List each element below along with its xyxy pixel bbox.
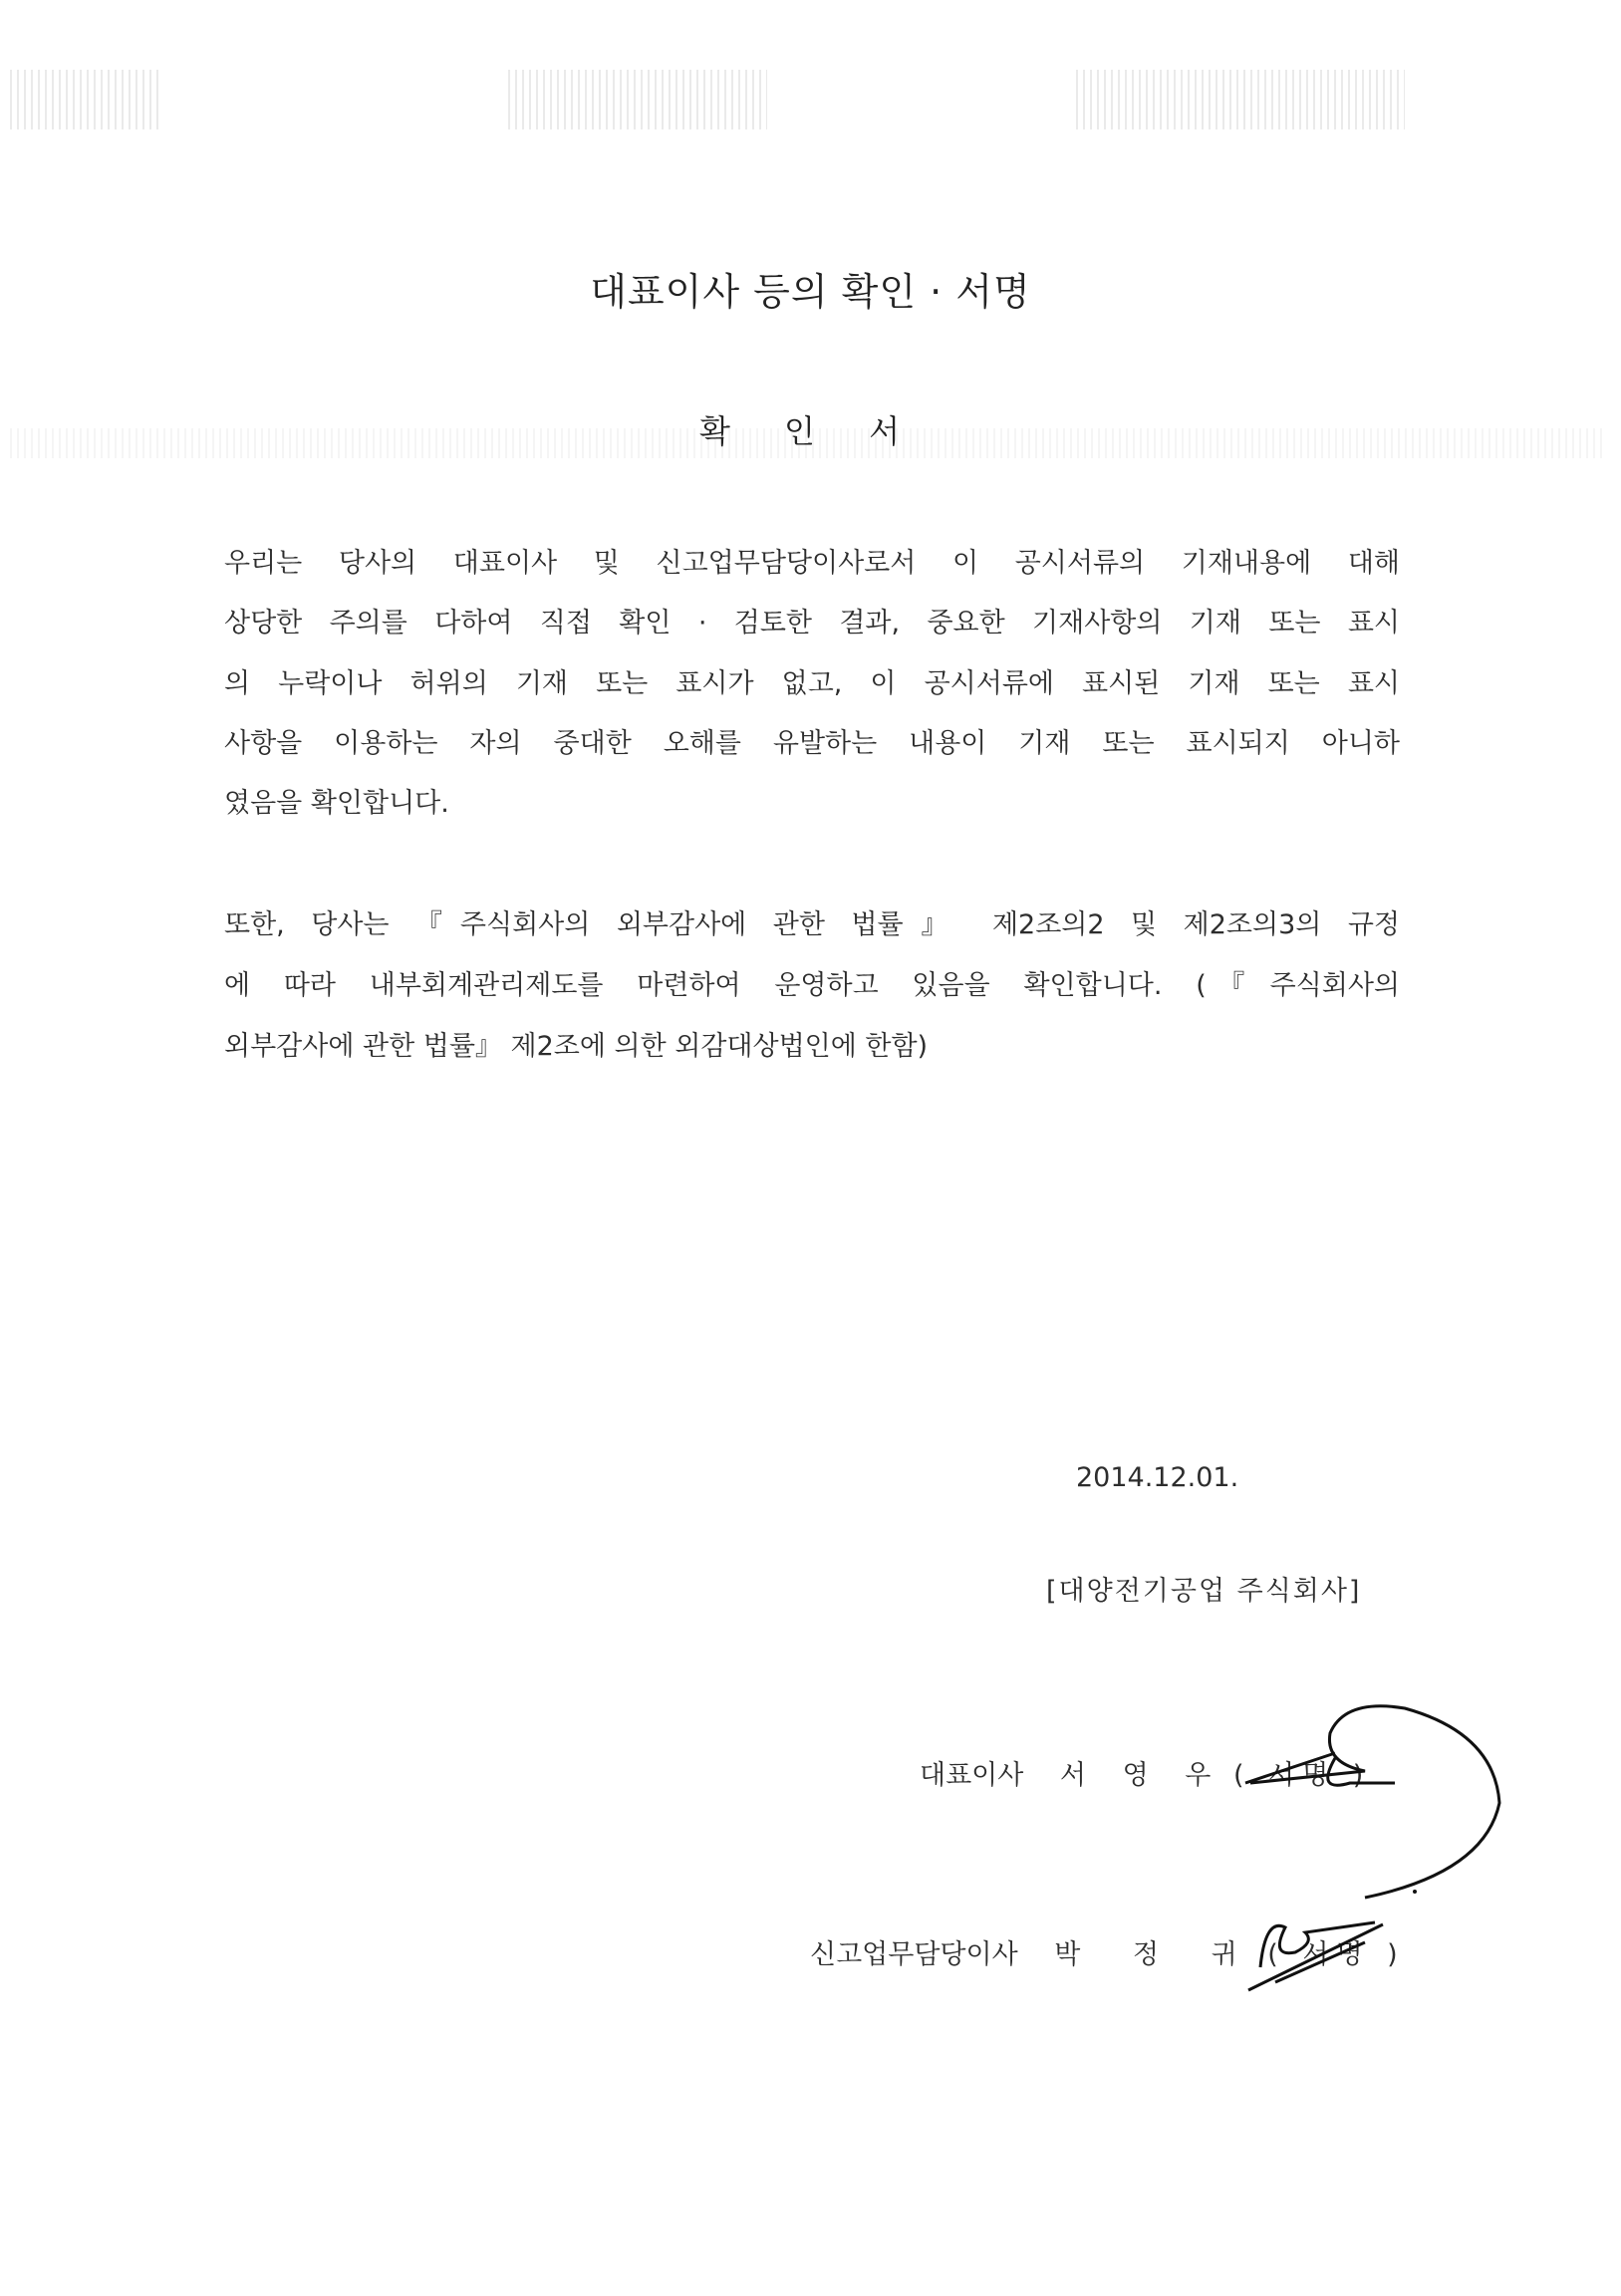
document-subtitle: 확 인 서 bbox=[698, 412, 923, 450]
sign-label: ( 서명 ) bbox=[1232, 1760, 1372, 1791]
sign-label: ( 서명 ) bbox=[1267, 1939, 1406, 1970]
scan-artifact bbox=[508, 70, 767, 129]
page-title: 대표이사 등의 확인 · 서명 bbox=[590, 270, 1031, 314]
signer-role: 신고업무담당이사 bbox=[810, 1939, 1018, 1970]
signer-role: 대표이사 bbox=[920, 1760, 1024, 1791]
paragraph-line: 외부감사에 관한 법률』 제2조에 의한 외감대상법인에 한함) bbox=[224, 1031, 929, 1062]
paragraph-line: 상당한 주의를 다하여 직접 확인 · 검토한 결과, 중요한 기재사항의 기재 또는 표시 bbox=[224, 608, 1400, 638]
paragraph-line: 에 따라 내부회계관리제도를 마련하여 운영하고 있음을 확인합니다. (『주식회사의 bbox=[224, 970, 1400, 1001]
paragraph-line: 의 누락이나 허위의 기재 또는 표시가 없고, 이 공시서류에 표시된 기재 또는 표시 bbox=[224, 668, 1400, 699]
company-name: [대양전기공업 주식회사] bbox=[1046, 1576, 1362, 1607]
paragraph-line: 우리는 당사의 대표이사 및 신고업무담당이사로서 이 공시서류의 기재내용에 대해 bbox=[224, 548, 1400, 579]
signer-disclosure-officer bbox=[810, 1932, 1406, 1971]
signer-name: 서 영 우 bbox=[1059, 1760, 1225, 1791]
paragraph-line: 였음을 확인합니다. bbox=[224, 788, 449, 819]
scan-artifact bbox=[10, 70, 159, 129]
document-date: 2014.12.01. bbox=[1076, 1462, 1239, 1493]
paragraph-line: 또한, 당사는 『주식회사의 외부감사에 관한 법률』 제2조의2 및 제2조의3의 규정 bbox=[224, 909, 1400, 940]
signer-ceo bbox=[920, 1753, 1371, 1792]
signer-name: 박 정 귀 bbox=[1054, 1939, 1259, 1970]
scan-artifact bbox=[1076, 70, 1405, 129]
paragraph-line: 사항을 이용하는 자의 중대한 오해를 유발하는 내용이 기재 또는 표시되지 아니하 bbox=[224, 728, 1400, 759]
